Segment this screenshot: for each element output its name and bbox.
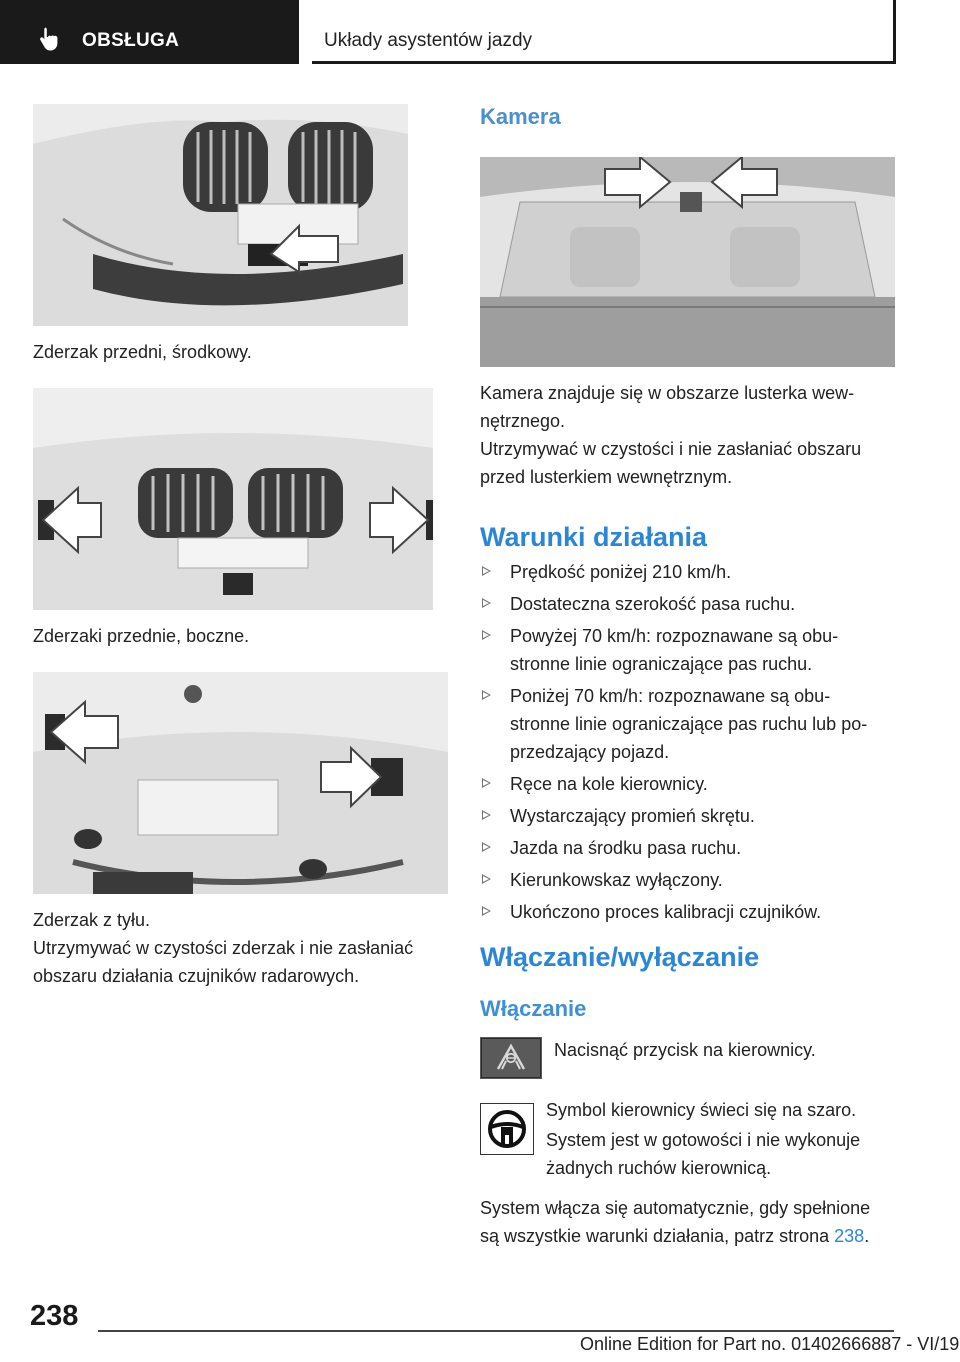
- header-section-label: OBSŁUGA: [82, 30, 180, 51]
- triangle-bullet-icon: [482, 630, 491, 640]
- paragraph-symbol-grey: Symbol kierownicy świeci się na szaro.: [546, 1100, 857, 1120]
- paragraph-line: obszaru działania czujników radarowych.: [33, 966, 360, 986]
- paragraph-system-ready: [546, 1126, 860, 1182]
- triangle-bullet-icon: [482, 566, 491, 576]
- paragraph-line: System jest w gotowości i nie wykonuje: [546, 1130, 861, 1150]
- paragraph-keep-bumper-clean: [33, 934, 413, 990]
- caption-front-bumper-sides: Zderzaki przednie, boczne.: [33, 626, 250, 646]
- list-item: Jazda na środku pasa ruchu.: [480, 834, 900, 862]
- caption-rear-bumper: Zderzak z tyłu.: [33, 910, 151, 930]
- paragraph-camera-location: [480, 379, 854, 435]
- list-item: Wystarczający promień skrętu.: [480, 802, 900, 830]
- conditions-list: [480, 558, 900, 930]
- list-item: Prędkość poniżej 210 km/h.: [480, 558, 900, 586]
- header-chapter: [312, 0, 896, 64]
- caption-front-bumper-center: Zderzak przedni, środkowy.: [33, 342, 252, 362]
- page-number: 238: [30, 1300, 79, 1332]
- rear-bumper-image: [33, 672, 448, 894]
- paragraph-line: przed lusterkiem wewnętrznym.: [480, 467, 733, 487]
- triangle-bullet-icon: [482, 874, 491, 884]
- list-item: Ukończono proces kalibracji czujników.: [480, 898, 900, 926]
- list-item: Kierunkowskaz wyłączony.: [480, 866, 900, 894]
- front-bumper-center-image: [33, 104, 408, 326]
- header-section-tab[interactable]: [0, 0, 299, 64]
- footer-divider: [98, 1330, 894, 1332]
- paragraph-line: żadnych ruchów kierownicą.: [546, 1158, 772, 1178]
- list-item: Powyżej 70 km/h: rozpoznawane są obu‐ stronne linie ograniczające pas ruchu.: [480, 622, 900, 678]
- header-chapter-title: Układy asystentów jazdy: [324, 30, 533, 51]
- hand-pointer-icon: [38, 26, 60, 52]
- triangle-bullet-icon: [482, 598, 491, 608]
- paragraph-line: System włącza się automatycznie, gdy spełnione: [480, 1198, 871, 1218]
- paragraph-line: nętrznego.: [480, 411, 566, 431]
- triangle-bullet-icon: [482, 842, 491, 852]
- page-reference-link[interactable]: 238: [834, 1226, 865, 1246]
- heading-on-off: Włączanie/wyłączanie: [480, 942, 760, 972]
- lane-assist-button-icon: [480, 1037, 542, 1079]
- paragraph-camera-keep-clean: [480, 435, 861, 491]
- triangle-bullet-icon: [482, 906, 491, 916]
- list-item: Ręce na kole kierownicy.: [480, 770, 900, 798]
- paragraph-line: Kamera znajduje się w obszarze lusterka wew‐: [480, 383, 855, 403]
- heading-camera: Kamera: [480, 104, 561, 129]
- front-bumper-sides-image: [33, 388, 433, 610]
- triangle-bullet-icon: [482, 690, 491, 700]
- heading-operating-conditions: Warunki działania: [480, 522, 708, 552]
- triangle-bullet-icon: [482, 810, 491, 820]
- steering-wheel-symbol-icon: [480, 1103, 534, 1155]
- paragraph-auto-activation: [480, 1194, 870, 1250]
- paragraph-line: Utrzymywać w czystości zderzak i nie zasłaniać: [33, 938, 414, 958]
- camera-location-image: [480, 157, 895, 367]
- paragraph-line: są wszystkie warunki działania, patrz strona 238.: [480, 1226, 870, 1246]
- paragraph-line: Utrzymywać w czystości i nie zasłaniać obszaru: [480, 439, 862, 459]
- heading-switch-on: Włączanie: [480, 996, 587, 1021]
- footer-edition: Online Edition for Part no. 01402666887 - VI/19: [580, 1334, 960, 1354]
- list-item: Dostateczna szerokość pasa ruchu.: [480, 590, 900, 618]
- paragraph-press-button: Nacisnąć przycisk na kierownicy.: [554, 1040, 816, 1060]
- triangle-bullet-icon: [482, 778, 491, 788]
- list-item: Poniżej 70 km/h: rozpoznawane są obu‐ stronne linie ograniczające pas ruchu lub po‐ przedzający pojazd.: [480, 682, 900, 766]
